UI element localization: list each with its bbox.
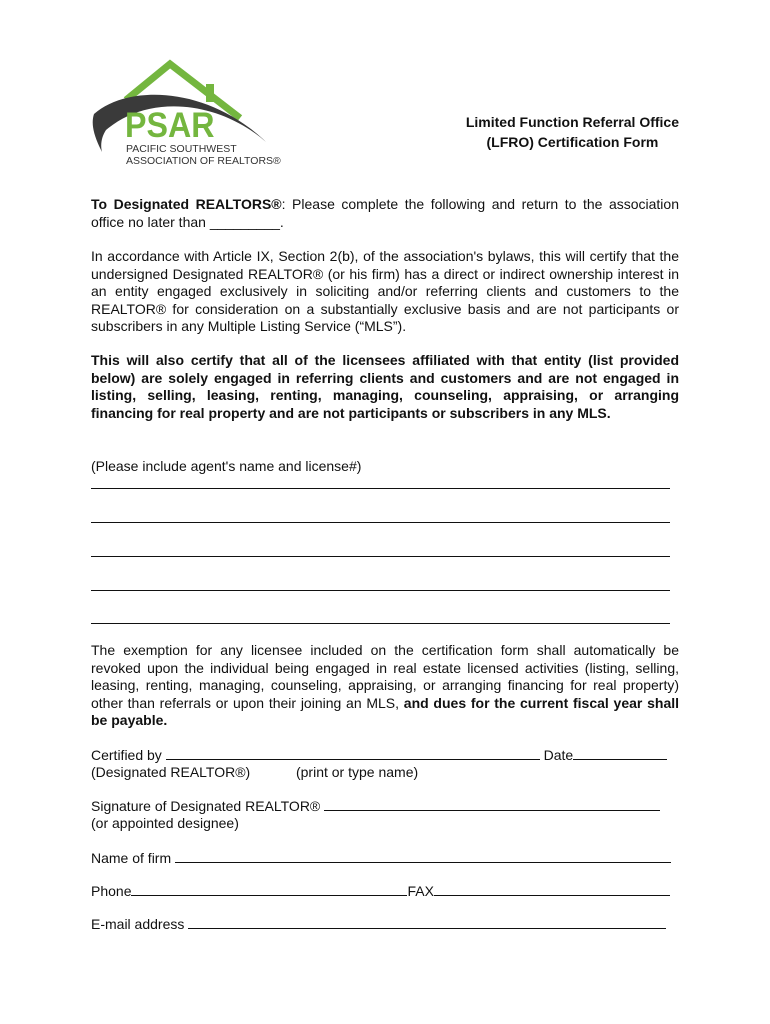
fax-label: FAX [407, 883, 434, 899]
form-title-line2: (LFRO) Certification Form [486, 134, 659, 150]
intro-lead: To Designated REALTORS® [91, 196, 282, 212]
form-title [466, 112, 679, 152]
exemption-paragraph [91, 642, 679, 730]
date-label: Date [543, 747, 574, 763]
phone-label: Phone [91, 883, 132, 899]
logo-subtitle-line2: ASSOCIATION OF REALTORS® [126, 155, 281, 167]
certify-paragraph: This will also certify that all of the licensees affiliated with that entity (list provided below) are solely engaged in referring clients and customers and are not engaged in listing, selling, leasing, renting, managing, counseling, appraising, or arranging financing for real property and are not participants or subscribers in any MLS. [91, 352, 679, 421]
signature-field[interactable] [324, 797, 660, 811]
agent-line-3[interactable] [91, 556, 670, 557]
exemption-dues-text: and dues for the current fiscal year shall be payable. [91, 694, 680, 729]
email-label: E-mail address [91, 916, 185, 932]
logo-subtitle-line1: PACIFIC SOUTHWEST [126, 143, 237, 155]
agent-line-4[interactable] [91, 590, 670, 591]
exemption-text: The exemption for any licensee included on the certification form shall automatically be revoked upon the individual being engaged in real estate licensed activities (listing, selling, leasing, renting, managing, counseling, appraising, or arranging financing for real property) other than referrals or upon their joining an MLS, [91, 642, 679, 711]
designated-realtor-note: (Designated REALTOR®) [91, 764, 251, 780]
agent-line-2[interactable] [91, 522, 670, 523]
signature-label: Signature of Designated REALTOR® [91, 798, 321, 814]
firm-row [91, 849, 671, 867]
form-title-line1: Limited Function Referral Office [465, 114, 679, 130]
designee-note-row [91, 815, 239, 832]
firm-label: Name of firm [91, 850, 172, 866]
fax-field[interactable] [434, 882, 670, 896]
firm-field[interactable] [175, 849, 671, 863]
certified-by-row [91, 746, 667, 764]
designee-note: (or appointed designee) [91, 815, 239, 831]
certified-notes-row [91, 764, 418, 781]
certified-by-label: Certified by [91, 747, 162, 763]
agent-line-5[interactable] [91, 623, 670, 624]
email-field[interactable] [188, 915, 666, 929]
phone-field[interactable] [131, 882, 407, 896]
date-field[interactable] [573, 746, 667, 760]
print-name-note: (print or type name) [295, 764, 419, 780]
phone-fax-row [91, 882, 670, 900]
logo-mark: PSAR [125, 106, 215, 145]
intro-rest: : Please complete the following and return to the association office no later than _________. [91, 196, 679, 230]
certified-by-field[interactable] [166, 746, 540, 760]
intro-paragraph [91, 196, 679, 231]
signature-row [91, 797, 660, 815]
chimney-icon [206, 84, 214, 102]
bylaws-paragraph: In accordance with Article IX, Section 2(b), of the association's bylaws, this will certify that the undersigned Designated REALTOR® (or his firm) has a direct or indirect ownership interest in an entity engaged exclusively in soliciting and/or referring clients and customers to the REALTOR® for consideration on a substantially exclusive basis and are not participants or subscribers in any Multiple Listing Service (“MLS”). [91, 248, 679, 335]
email-row [91, 915, 666, 933]
agent-line-1[interactable] [91, 488, 670, 489]
agents-note: (Please include agent's name and license#) [91, 458, 362, 474]
